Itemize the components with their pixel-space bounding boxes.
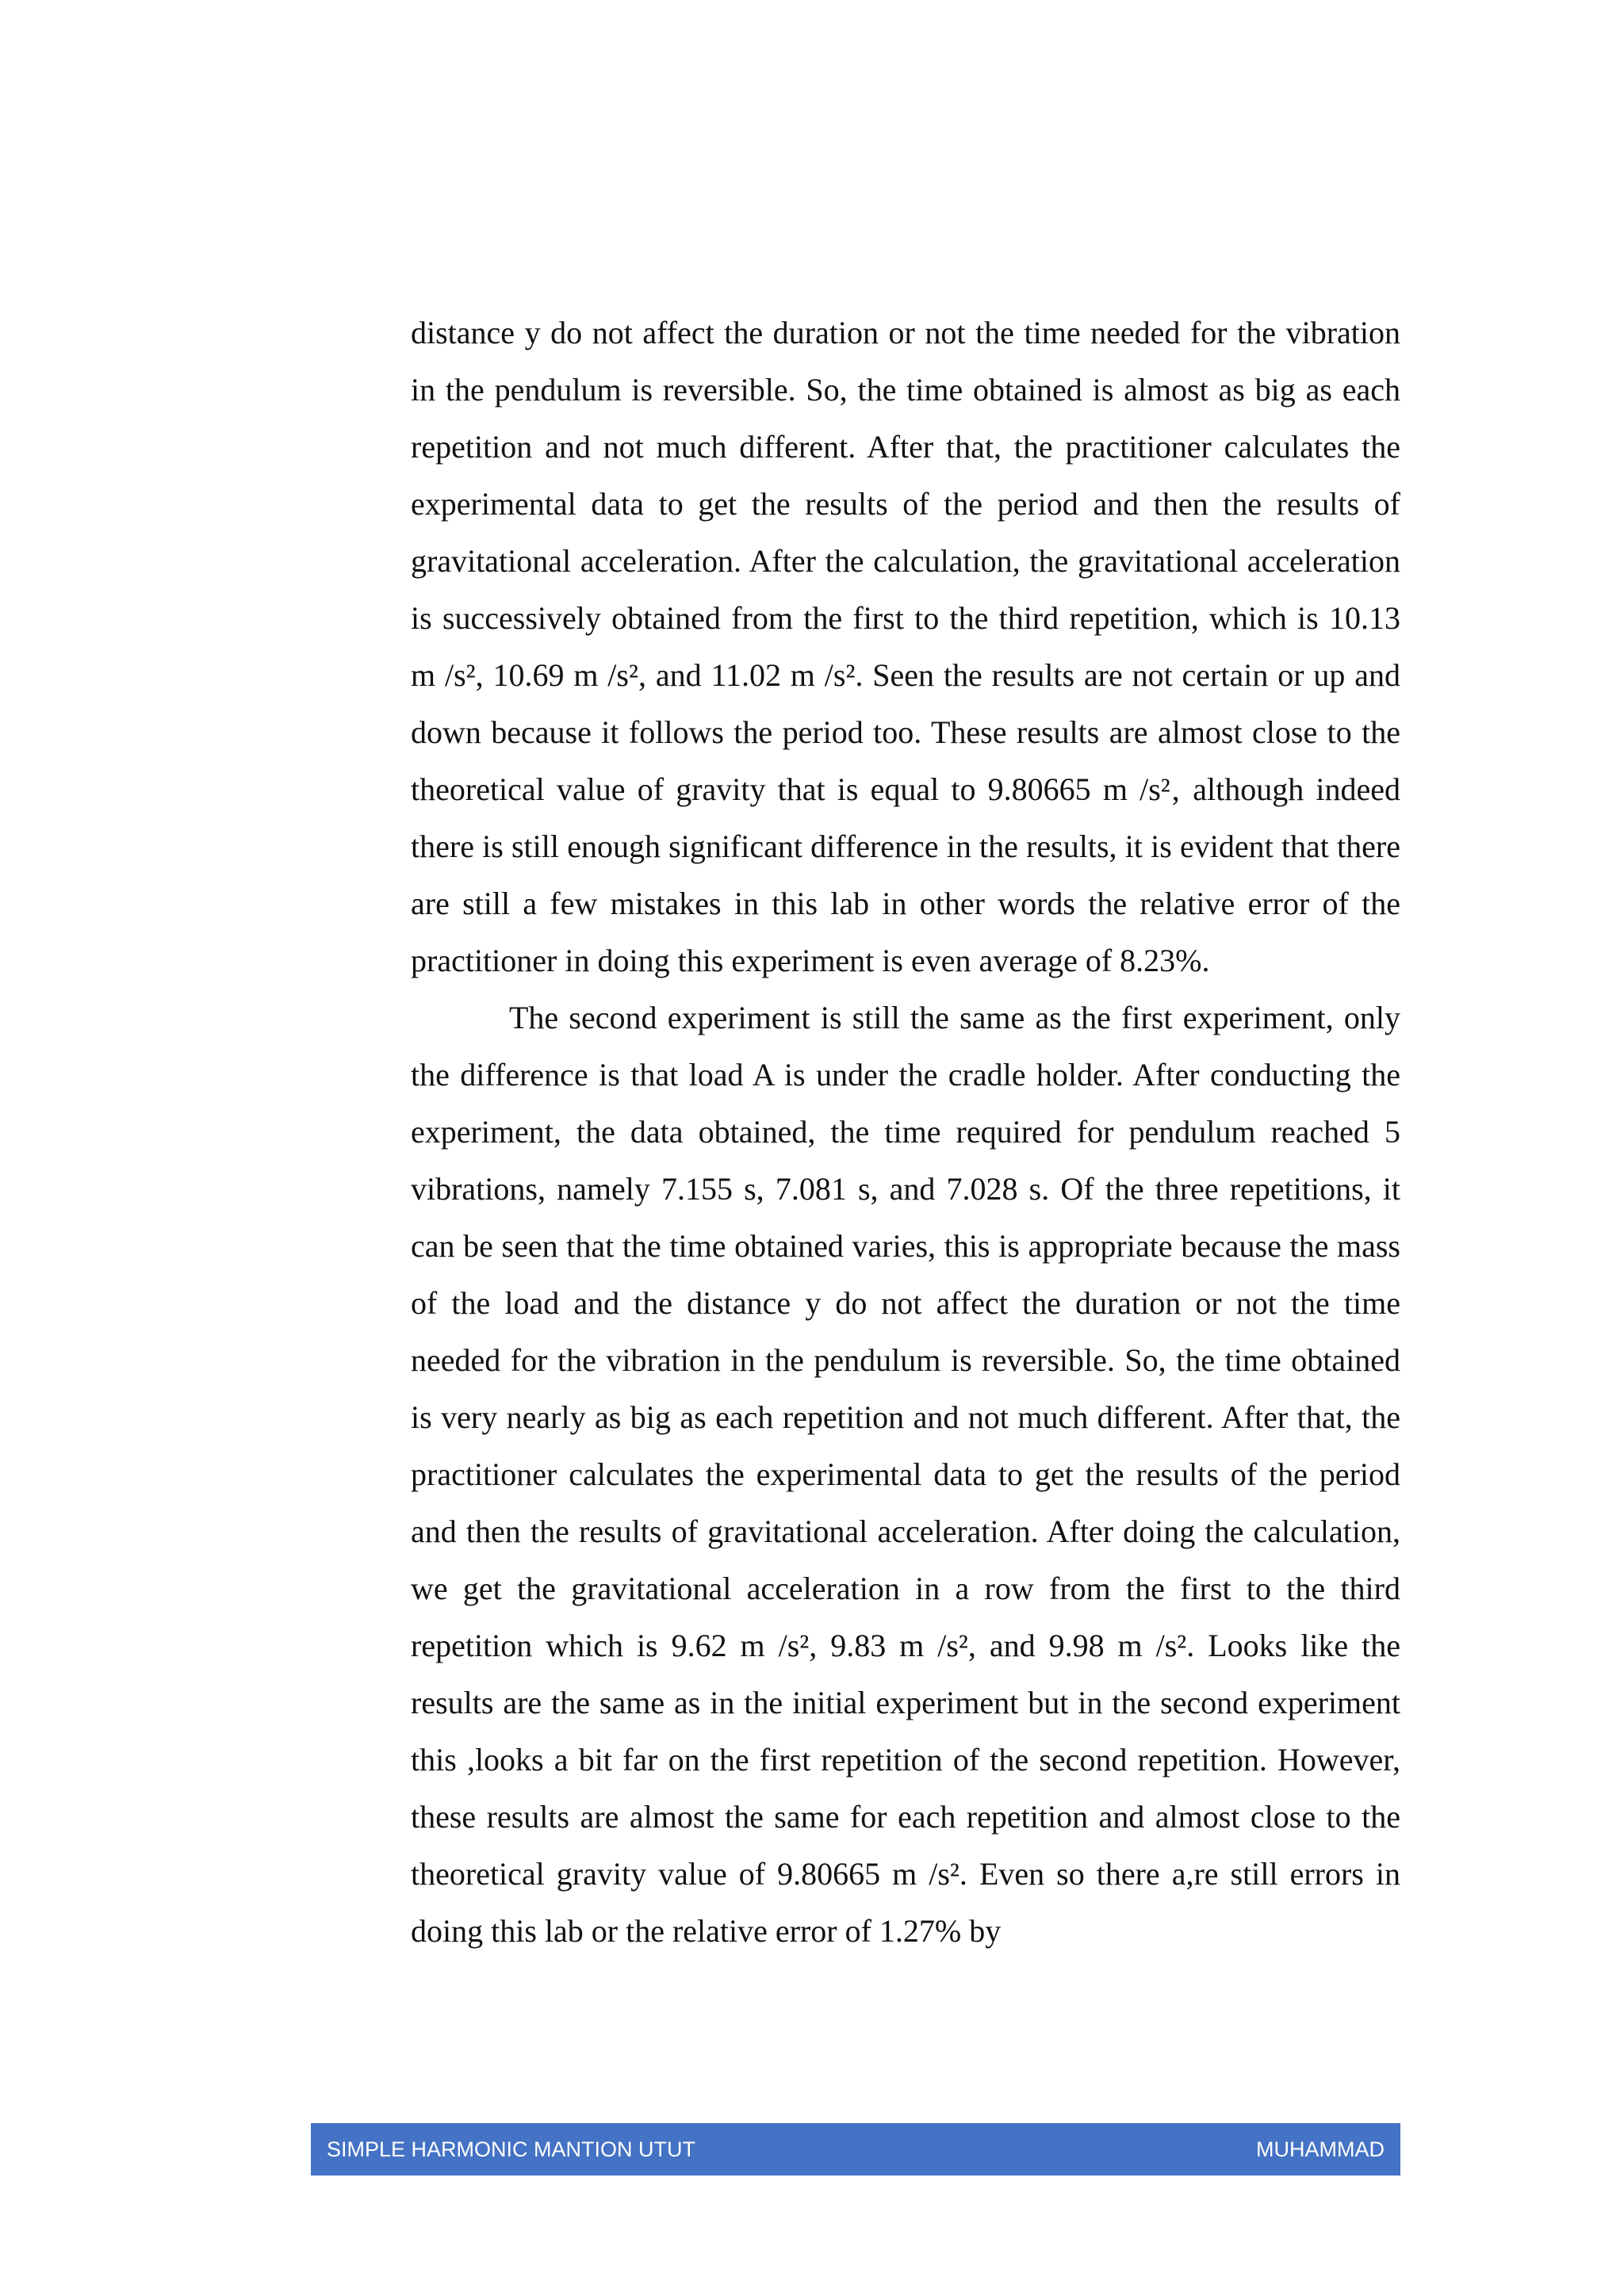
paragraph-2: The second experiment is still the same as the first experiment, only the difference is that load A is under the cradle holder. After conducting the experiment, the data obtained, the time required for pendulum reached 5 vibrations, namely 7.155 s, 7.081 s, and 7.028 s. Of the three repetitions, it can be seen that the time obtained varies, this is appropriate because the mass of the load and the distance y do not affect the duration or not the time needed for the vibration in the pendulum is reversible. So, the time obtained is very nearly as big as each repetition and not much different. After that, the practitioner calculates the experimental data to get the results of the period and then the results of gravitational acceleration. After doing the calculation, we get the gravitational acceleration in a row from the first to the third repetition which is 9.62 m /s², 9.83 m /s², and 9.98 m /s². Looks like the results are the same as in the initial experiment but in the second experiment this ,looks a bit far on the first repetition of the second repetition. However, these results are almost the same for each repetition and almost close to the theoretical gravity value of 9.80665 m /s². Even so there a,re still errors in doing this lab or the relative error of 1.27% by <box>411 1000 1400 1949</box>
page-footer <box>311 2123 1400 2175</box>
footer-title: SIMPLE HARMONIC MANTION UTUT <box>327 2137 696 2161</box>
body-text <box>411 304 1400 1960</box>
paragraph-1: distance y do not affect the duration or not the time needed for the vibration in the pendulum is reversible. So, the time obtained is almost as big as each repetition and not much different. After that, the practitioner calculates the experimental data to get the results of the period and then the results of gravitational acceleration. After the calculation, the gravitational acceleration is successively obtained from the first to the third repetition, which is 10.13 m /s², 10.69 m /s², and 11.02 m /s². Seen the results are not certain or up and down because it follows the period too. These results are almost close to the theoretical value of gravity that is equal to 9.80665 m /s²‚ although indeed there is still enough significant difference in the results, it is evident that there are still a few mistakes in this lab in other words the relative error of the practitioner in doing this experiment is even average of 8.23%. <box>411 315 1400 978</box>
footer-author: MUHAMMAD <box>1256 2137 1385 2161</box>
